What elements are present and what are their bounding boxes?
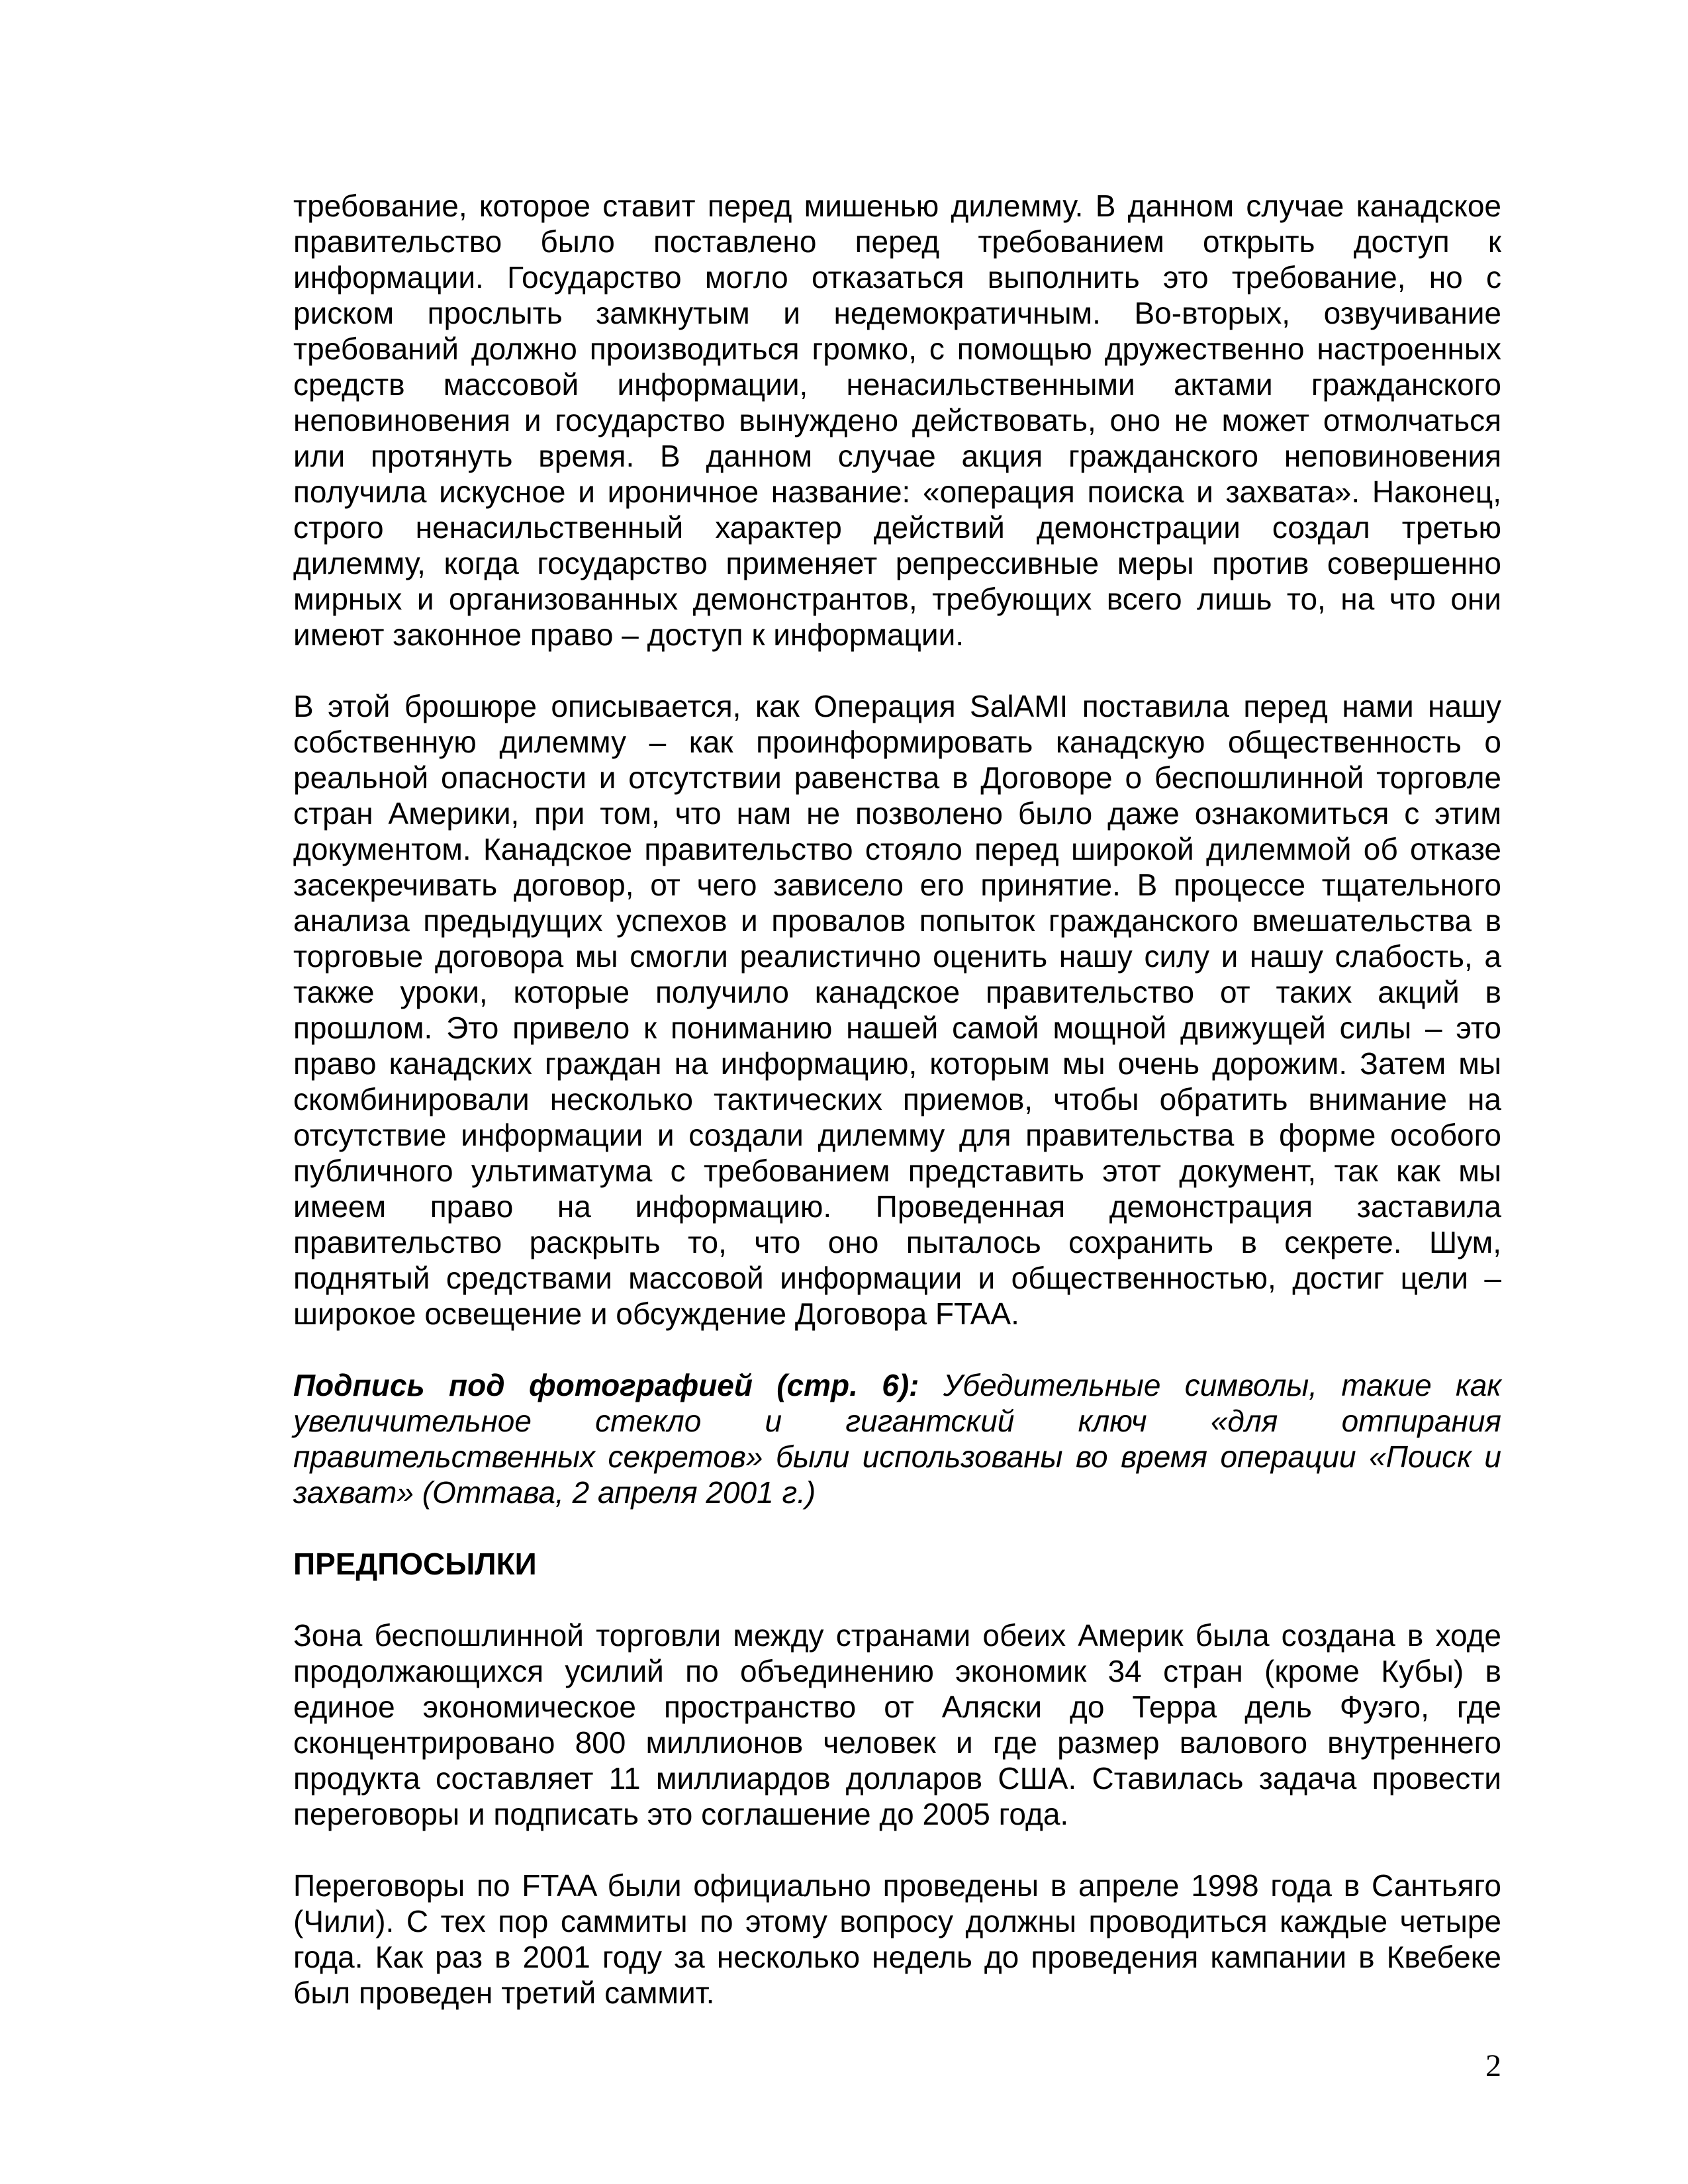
text-line: правительство раскрыть то, что оно пыталось сохранить в секрете. Шум,: [293, 1225, 1501, 1259]
text-line: получила искусное и ироничное название: «операция поиска и захвата». Наконец,: [293, 475, 1501, 509]
text-line: сконцентрировано 800 миллионов человек и где размер валового внутреннего: [293, 1725, 1501, 1760]
text-line: риском прослыть замкнутым и недемократичным. Во-вторых, озвучивание: [293, 296, 1501, 330]
caption-rest-text: Убедительные символы, такие как: [943, 1368, 1502, 1402]
paragraph-dilemma: [293, 188, 1501, 653]
text-line: продолжающихся усилий по объединению экономик 34 стран (кроме Кубы) в: [293, 1654, 1501, 1688]
text-line: захват» (Оттава, 2 апреля 2001 г.): [293, 1475, 816, 1510]
text-line: требование, которое ставит перед мишенью дилемму. В данном случае канадское: [293, 189, 1501, 223]
text-line: В этой брошюре описывается, как Операция SalAMI поставила перед нами нашу: [293, 689, 1501, 723]
text-line: правительственных секретов» были использованы во время операции «Поиск и: [293, 1439, 1501, 1474]
text-line: или протянуть время. В данном случае акция гражданского неповиновения: [293, 439, 1501, 473]
text-line: информации. Государство могло отказаться выполнить это требование, но с: [293, 260, 1501, 295]
page-number: 2: [1485, 2048, 1501, 2083]
text-line: строго ненасильственный характер действий демонстрации создал третью: [293, 510, 1501, 545]
caption-lead-text: Подпись под фотографией (стр. 6):: [293, 1368, 919, 1402]
text-line: скомбинировали несколько тактических приемов, чтобы обратить внимание на: [293, 1082, 1501, 1116]
section-heading: [293, 1546, 1501, 1582]
text-line: (Чили). С тех пор саммиты по этому вопросу должны проводиться каждые четыре: [293, 1904, 1501, 1938]
text-line: прошлом. Это привело к пониманию нашей самой мощной движущей силы – это: [293, 1011, 1501, 1045]
photo-caption: [293, 1367, 1501, 1510]
text-line: увеличительное стекло и гигантский ключ «для отпирания: [293, 1404, 1501, 1438]
text-line: правительство было поставлено перед требованием открыть доступ к: [293, 224, 1501, 259]
text-line: продукта составляет 11 миллиардов долларов США. Ставилась задача провести: [293, 1761, 1501, 1796]
text-line: требований должно производиться громко, с помощью дружественно настроенных: [293, 332, 1501, 366]
text-line: анализа предыдущих успехов и провалов попыток гражданского вмешательства в: [293, 903, 1501, 938]
text-line: документом. Канадское правительство стояло перед широкой дилеммой об отказе: [293, 832, 1501, 866]
caption-lines: [293, 1403, 1501, 1510]
text-line: Зона беспошлинной торговли между странами обеих Америк была создана в ходе: [293, 1618, 1501, 1653]
text-line: реальной опасности и отсутствии равенства в Договоре о беспошлинной торговле: [293, 760, 1501, 795]
section-heading-text: ПРЕДПОСЫЛКИ: [293, 1547, 537, 1581]
text-line: дилемму, когда государство применяет репрессивные меры против совершенно: [293, 546, 1501, 580]
caption-first-line: [293, 1367, 1501, 1403]
text-line: переговоры и подписать это соглашение до 2005 года.: [293, 1797, 1069, 1831]
text-line: Переговоры по FTAA были официально проведены в апреле 1998 года в Сантьяго: [293, 1868, 1501, 1903]
text-line: года. Как раз в 2001 году за несколько недель до проведения кампании в Квебеке: [293, 1940, 1501, 1974]
text-line: имеют законное право – доступ к информации.: [293, 617, 964, 652]
text-line: торговые договора мы смогли реалистично оценить нашу силу и нашу слабость, а: [293, 939, 1501, 974]
text-line: имеем право на информацию. Проведенная демонстрация заставила: [293, 1189, 1501, 1224]
text-line: публичного ультиматума с требованием представить этот документ, так как мы: [293, 1154, 1501, 1188]
text-line: стран Америки, при том, что нам не позволено было даже ознакомиться с этим: [293, 796, 1501, 831]
text-line: засекречивать договор, от чего зависело его принятие. В процессе тщательного: [293, 868, 1501, 902]
text-line: поднятый средствами массовой информации и общественностью, достиг цели –: [293, 1261, 1501, 1295]
document-body: [293, 188, 1501, 2046]
text-line: средств массовой информации, ненасильственными актами гражданского: [293, 367, 1501, 402]
text-line: мирных и организованных демонстрантов, требующих всего лишь то, на что они: [293, 582, 1501, 616]
paragraph-ftaa-zone: [293, 1617, 1501, 1832]
text-line: также уроки, которые получило канадское правительство от таких акций в: [293, 975, 1501, 1009]
text-line: право канадских граждан на информацию, которым мы очень дорожим. Затем мы: [293, 1046, 1501, 1081]
text-line: единое экономическое пространство от Аляски до Терра дель Фуэго, где: [293, 1690, 1501, 1724]
text-line: был проведен третий саммит.: [293, 1976, 715, 2010]
paragraph-negotiations: [293, 1868, 1501, 2011]
text-line: отсутствие информации и создали дилемму для правительства в форме особого: [293, 1118, 1501, 1152]
paragraph-brochure: [293, 688, 1501, 1332]
text-line: собственную дилемму – как проинформировать канадскую общественность о: [293, 725, 1501, 759]
text-line: широкое освещение и обсуждение Договора FTAA.: [293, 1297, 1019, 1331]
text-line: неповиновения и государство вынуждено действовать, оно не может отмолчаться: [293, 403, 1501, 437]
